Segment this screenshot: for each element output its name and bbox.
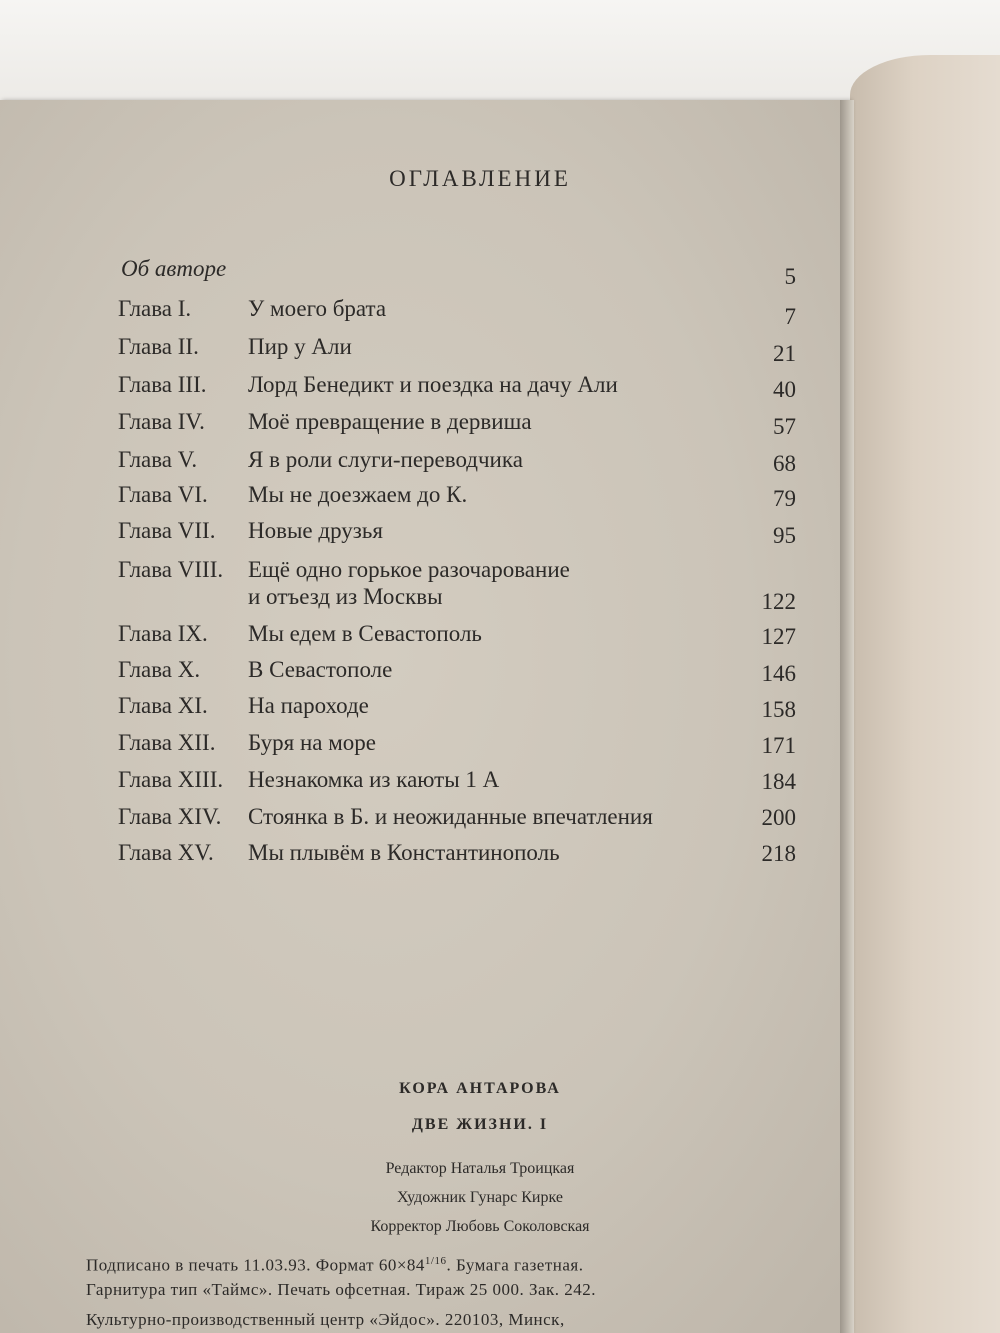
toc-entry-label: Глава XIII. [118,767,224,792]
toc-entry-title: Незнакомка из каюты 1 А [248,767,500,792]
toc-entry-label: Глава V. [118,447,198,472]
toc-entry-label: Глава VII. [118,518,216,543]
toc-entry-page: 200 [761,805,796,830]
toc-entry-chapter-1 [118,296,798,329]
toc-entry-label: Глава VI. [118,482,208,507]
toc-entry-label: Глава III. [118,372,207,397]
toc-entry-label: Глава XI. [118,693,208,718]
toc-entry-label: Глава XIV. [118,804,222,829]
toc-entry-label: Глава X. [118,657,201,682]
colophon-format-fraction: 1/16 [424,1255,447,1267]
toc-entry-chapter-11 [118,693,798,722]
toc-entry-title: Буря на море [248,730,376,755]
toc-entry-page: 127 [761,624,796,649]
toc-entry-chapter-3 [118,372,798,402]
toc-entry-chapter-5 [118,447,798,476]
toc-entry-title: Об авторе [121,256,227,281]
toc-entry-title: Новые друзья [248,518,383,543]
toc-entry-chapter-13 [118,767,798,793]
colophon-paper-info: . Бумага газетная. [446,1255,584,1275]
toc-entry-chapter-14 [118,804,798,830]
toc-entry-title: У моего брата [248,296,387,321]
toc-entry-chapter-9 [118,621,798,647]
book-title: ДВЕ ЖИЗНИ. I [411,1116,549,1133]
toc-entry-chapter-7 [118,518,798,548]
toc-entry-page: 218 [761,841,796,866]
toc-entry-page: 40 [773,377,796,402]
toc-entry-page: 79 [773,486,796,511]
colophon-line-1 [86,1255,786,1276]
toc-entry-chapter-8 [118,557,798,614]
colophon-print-info: Подписано в печать 11.03.93. Формат 60×84 [86,1255,425,1275]
toc-entry-title: Моё превращение в дервиша [248,409,532,434]
toc-entry-chapter-2 [118,334,798,366]
toc-entry-title: Пир у Али [248,334,352,359]
toc-entry-title: Лорд Бенедикт и поездка на дачу Али [248,372,618,397]
toc-entry-page: 5 [784,264,796,289]
toc-entry-label: Глава XII. [118,730,216,755]
toc-entry-page: 68 [773,451,796,476]
toc-entry-title-continued: и отъезд из Москвы [248,584,443,609]
toc-entry-about-author [118,256,798,289]
toc-entry-chapter-10 [118,657,798,686]
page-shadow-edge [840,100,854,1333]
toc-entry-page: 21 [773,341,796,366]
toc-entry-page: 7 [784,304,796,329]
toc-entry-title: Стоянка в Б. и неожиданные впечатления [248,804,653,829]
colophon-line-3: Культурно-производственный центр «Эйдос». 220103, Минск, [86,1310,565,1329]
toc-entry-title: Мы плывём в Константинополь [248,840,560,865]
toc-entry-label: Глава XV. [118,840,214,865]
toc-entry-label: Глава IV. [118,409,205,434]
toc-entry-page: 122 [761,589,796,614]
toc-entry-page: 171 [761,733,796,758]
toc-entry-page: 146 [761,661,796,686]
toc-entry-title: Мы не доезжаем до К. [248,482,468,507]
author-name: КОРА АНТАРОВА [399,1080,561,1097]
toc-entry-label: Глава IX. [118,621,208,646]
book-cover-edge [850,55,1000,1333]
toc-entry-title: Ещё одно горькое разочарование [248,557,570,582]
toc-entry-chapter-15 [118,840,798,866]
toc-entry-label: Глава II. [118,334,199,359]
toc-entry-chapter-4 [118,409,798,439]
toc-entry-chapter-6 [118,482,798,511]
toc-heading: ОГЛАВЛЕНИЕ [389,166,571,191]
toc-entry-title: Я в роли слуги-переводчика [248,447,523,472]
toc-entry-page: 158 [761,697,796,722]
toc-entry-page: 57 [773,414,796,439]
toc-entry-label: Глава VIII. [118,557,224,582]
toc-entry-page: 184 [761,769,796,794]
artist-credit: Художник Гунарс Кирке [397,1189,563,1206]
toc-entry-chapter-12 [118,730,798,756]
toc-entry-title: Мы едем в Севастополь [248,621,482,646]
editor-credit: Редактор Наталья Троицкая [385,1160,575,1177]
toc-entry-title: На пароходе [248,693,369,718]
toc-entry-label: Глава I. [118,296,192,321]
toc-entry-page: 95 [773,523,796,548]
colophon-line-2: Гарнитура тип «Таймс». Печать офсетная. Тираж 25 000. Зак. 242. [86,1280,597,1299]
toc-entry-title: В Севастополе [248,657,393,682]
proofreader-credit: Корректор Любовь Соколовская [370,1218,590,1235]
